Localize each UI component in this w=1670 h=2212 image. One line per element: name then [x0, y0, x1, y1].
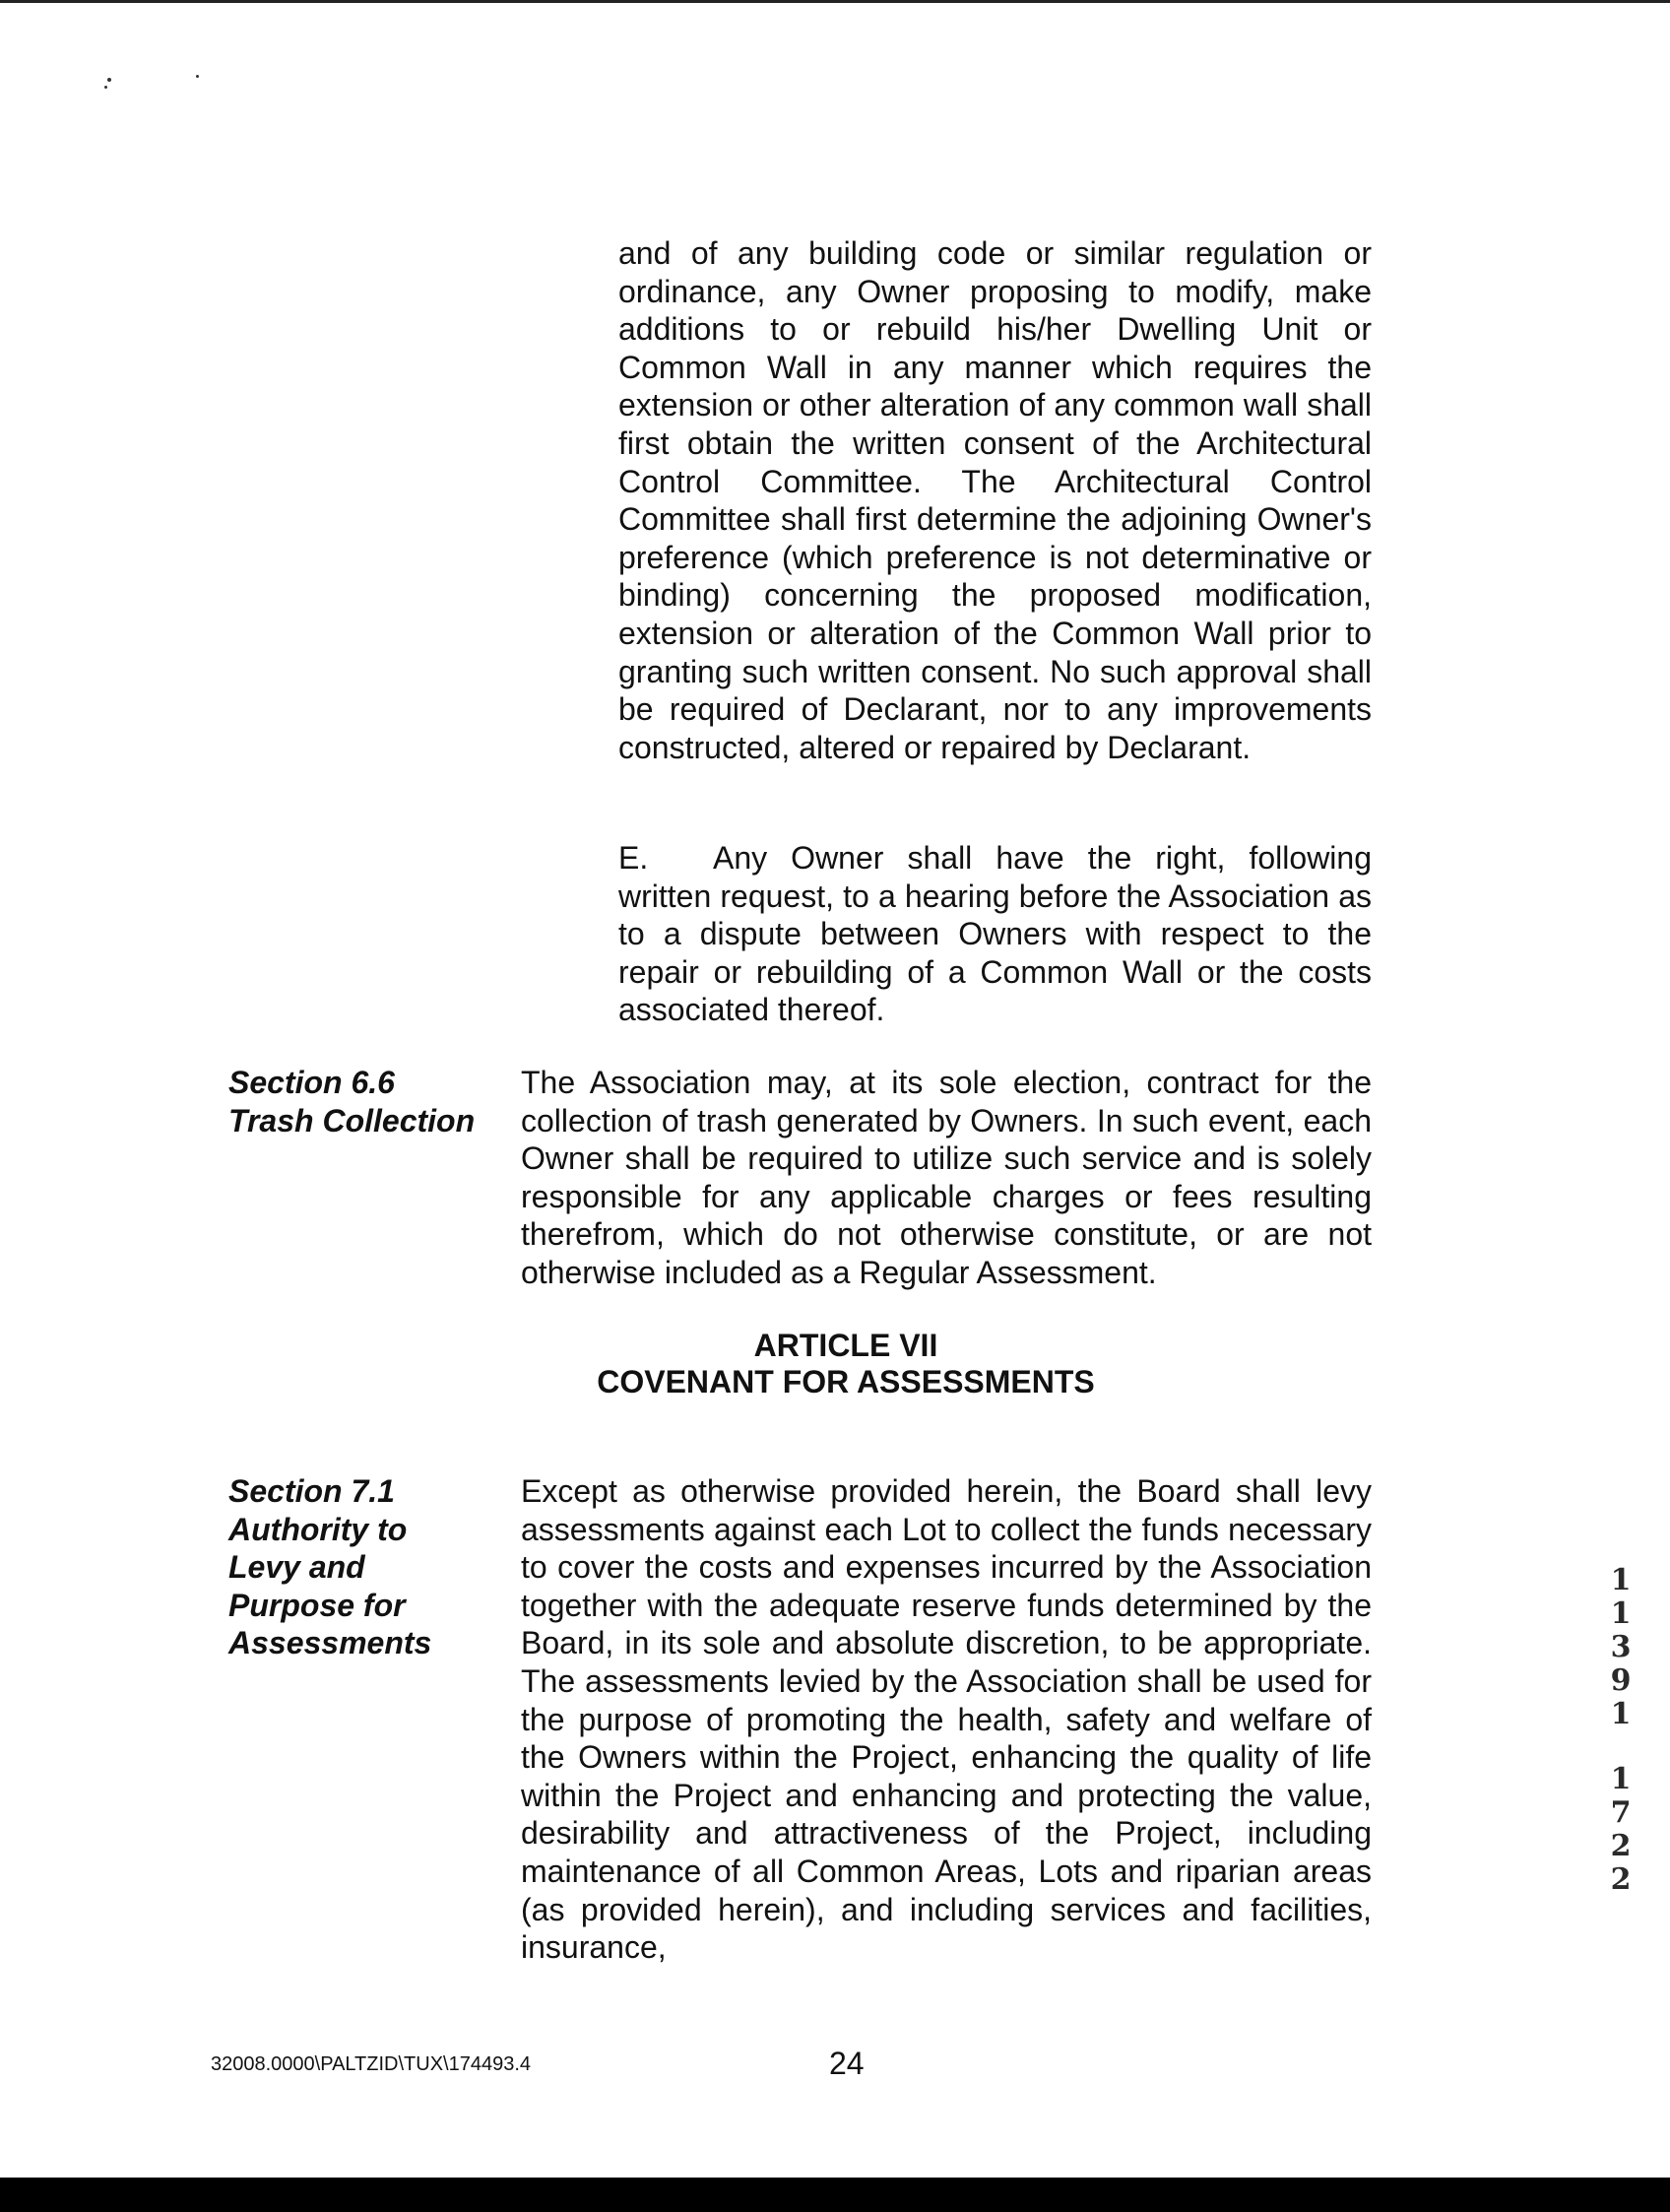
section-6-6-body: The Association may, at its sole election, contract for the collection of trash generated by Owners. In such event, each Owner shall be required to utilize such service and is solely responsible for any applicable charges or fees resulting therefrom, which do not otherwise constitute, or are not otherwise included as a Regular Assessment.: [521, 1065, 1372, 1290]
scan-speck: [107, 78, 111, 82]
section-7-1-title-line: Assessments: [228, 1625, 432, 1661]
paragraph-e-text: Any Owner shall have the right, following written request, to a hearing before the Association as to a dispute between Owners with respect to the repair or rebuilding of a Common Wall or the costs associated thereof.: [618, 840, 1372, 1028]
continuation-paragraph: and of any building code or similar regulation or ordinance, any Owner proposing to modify, make additions to or rebuild his/her Dwelling Unit or Common Wall in any manner which requires the extension or other alteration of any common wall shall first obtain the written consent of the Architectural Control Committee. The Architectural Control Committee shall first determine the adjoining Owner's preference (which preference is not determinative or binding) concerning the proposed modification, extension or alteration of the Common Wall prior to granting such written consent. No such approval shall be required of Declarant, nor to any improvements constructed, altered or repaired by Declarant.: [618, 235, 1372, 765]
paragraph-e: [618, 839, 1372, 1029]
margin-stamp-digit: 1: [1610, 1762, 1632, 1796]
section-7-1-number: Section 7.1: [228, 1473, 395, 1509]
section-6-6-title: Trash Collection: [228, 1102, 476, 1139]
margin-stamp-digit: 1: [1610, 1697, 1632, 1731]
page-number: 24: [829, 2046, 865, 2081]
scan-speck: [104, 86, 107, 89]
margin-stamp-digit: 1: [1610, 1596, 1632, 1631]
section-7-1-title-line: Purpose for: [228, 1587, 406, 1623]
margin-stamp-digit: 3: [1610, 1630, 1632, 1664]
paragraph-e-marker: E.: [618, 840, 649, 876]
article-title: COVENANT FOR ASSESSMENTS: [597, 1364, 1095, 1399]
section-6-6-heading: [228, 1064, 475, 1139]
scan-bottom-edge: [0, 2178, 1670, 2212]
section-7-1-title-line: Levy and: [228, 1549, 365, 1586]
margin-stamp-digit: 9: [1610, 1663, 1632, 1698]
section-7-1-title-line: Authority to: [228, 1511, 408, 1547]
section-6-6-number: Section 6.6: [228, 1065, 395, 1100]
scan-speck: [196, 75, 199, 78]
margin-stamp-digit: 1: [1610, 1563, 1632, 1597]
margin-stamp-digit: 2: [1610, 1862, 1632, 1897]
scan-top-edge: [0, 0, 1670, 3]
footer-file-reference: 32008.0000\PALTZID\TUX\174493.4: [211, 2053, 532, 2075]
margin-stamp-digit: 2: [1610, 1829, 1632, 1863]
section-7-1-body: Except as otherwise provided herein, the Board shall levy assessments against each Lot to collect the funds necessary to cover the costs and expenses incurred by the Association together with the adequate reserve funds determined by the Board, in its sole and absolute discretion, to be appropriate. The assessments levied by the Association shall be used for the purpose of promoting the health, safety and welfare of the Owners within the Project, enhancing the quality of life within the Project and enhancing and protecting the value, desirability and attractiveness of the Project, including maintenance of all Common Areas, Lots and riparian areas (as provided herein), and including services and facilities, insurance,: [521, 1473, 1372, 1966]
article-number: ARTICLE VII: [753, 1328, 938, 1363]
section-7-1-heading: [228, 1472, 431, 1662]
margin-stamp-digit: 7: [1610, 1795, 1632, 1830]
